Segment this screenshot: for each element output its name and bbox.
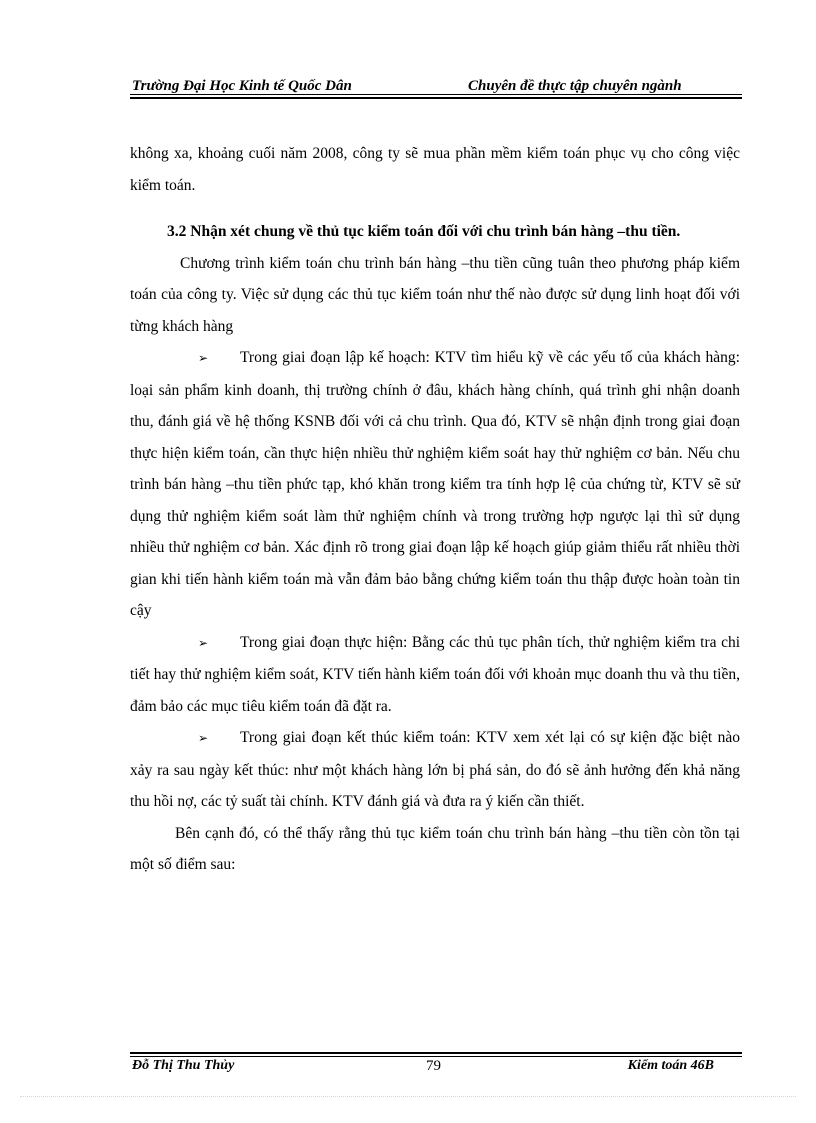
bullet-completion	[130, 722, 740, 818]
header-university: Trường Đại Học Kinh tế Quốc Dân	[132, 78, 352, 94]
paragraph-closing: Bên cạnh đó, có thể thấy rằng thủ tục kiểm toán chu trình bán hàng –thu tiền còn tồn tại một số điểm sau:	[130, 824, 740, 873]
arrow-bullet-icon: ➢	[198, 635, 209, 650]
bullet-planning	[130, 342, 740, 627]
header-report-title: Chuyên đề thực tập chuyên ngành	[468, 78, 682, 94]
page-body	[130, 138, 740, 881]
section-heading: 3.2 Nhận xét chung về thủ tục kiểm toán đối với chu trình bán hàng –thu tiền.	[167, 223, 681, 240]
bullet-text: Trong giai đoạn thực hiện: Bằng các thủ tục phân tích, thử nghiệm kiểm tra chi tiết hay thử nghiệm kiểm soát, KTV tiến hành kiểm toán đối với khoản mục doanh thu và thu tiền, đảm bảo các mục tiêu kiểm toán đã đặt ra.	[130, 633, 740, 715]
paragraph-continued: không xa, khoảng cuối năm 2008, công ty sẽ mua phần mềm kiểm toán phục vụ cho công việc kiểm toán.	[130, 145, 740, 194]
arrow-bullet-icon: ➢	[198, 731, 209, 745]
bullet-text: Trong giai đoạn kết thúc kiểm toán: KTV xem xét lại có sự kiện đặc biệt nào xảy ra sau ngày kết thúc: như một khách hàng lớn bị phá sản, do đó sẽ ảnh hưởng đến khả năng thu hồi nợ, các tỷ suất tài chính. KTV đánh giá và đưa ra ý kiến cần thiết.	[130, 729, 740, 810]
bullet-text: Trong giai đoạn lập kế hoạch: KTV tìm hiểu kỹ về các yếu tố của khách hàng: loại sản phẩm kinh doanh, thị trường chính ở đâu, khách hàng chính, quá trình ghi nhận doanh thu, đánh giá về hệ thống KSNB đối với cả chu trình. Qua đó, KTV sẽ nhận định trong giai đoạn thực hiện kiểm toán, cần thực hiện nhiều thử nghiệm kiểm soát hay thử nghiệm cơ bản. Nếu chu trình bán hàng –thu tiền phức tạp, khó khăn trong kiểm tra tính hợp lệ của chứng từ, KTV sẽ sử dụng thử nghiệm kiểm soát làm thử nghiệm chính và trong trường hợp ngược lại thì sử dụng nhiều thử nghiệm cơ bản. Xác định rõ trong giai đoạn lập kế hoạch giúp giảm thiểu rất nhiều thời gian khi tiến hành kiểm toán mà vẫn đảm bảo bằng chứng kiểm toán thu thập được hoàn toàn tin cậy	[130, 349, 740, 619]
page-header	[130, 78, 740, 98]
footer-rule-thick	[130, 1052, 742, 1054]
footer-author: Đỗ Thị Thu Thủy	[132, 1058, 235, 1073]
header-rule-thick	[130, 97, 742, 99]
arrow-bullet-icon: ➢	[198, 351, 209, 365]
paragraph-intro: Chương trình kiểm toán chu trình bán hàng –thu tiền cũng tuân theo phương pháp kiểm toán của công ty. Việc sử dụng các thủ tục kiểm toán như thế nào được sử dụng linh hoạt đối với từng khách hàng	[130, 254, 740, 335]
footer-class: Kiểm toán 46B	[627, 1058, 714, 1073]
header-rule	[130, 94, 742, 95]
bullet-execution	[130, 627, 740, 723]
page-number: 79	[426, 1058, 441, 1074]
page-footer	[130, 1058, 742, 1078]
footer-rule	[130, 1056, 742, 1057]
page-edge-divider	[20, 1096, 796, 1097]
